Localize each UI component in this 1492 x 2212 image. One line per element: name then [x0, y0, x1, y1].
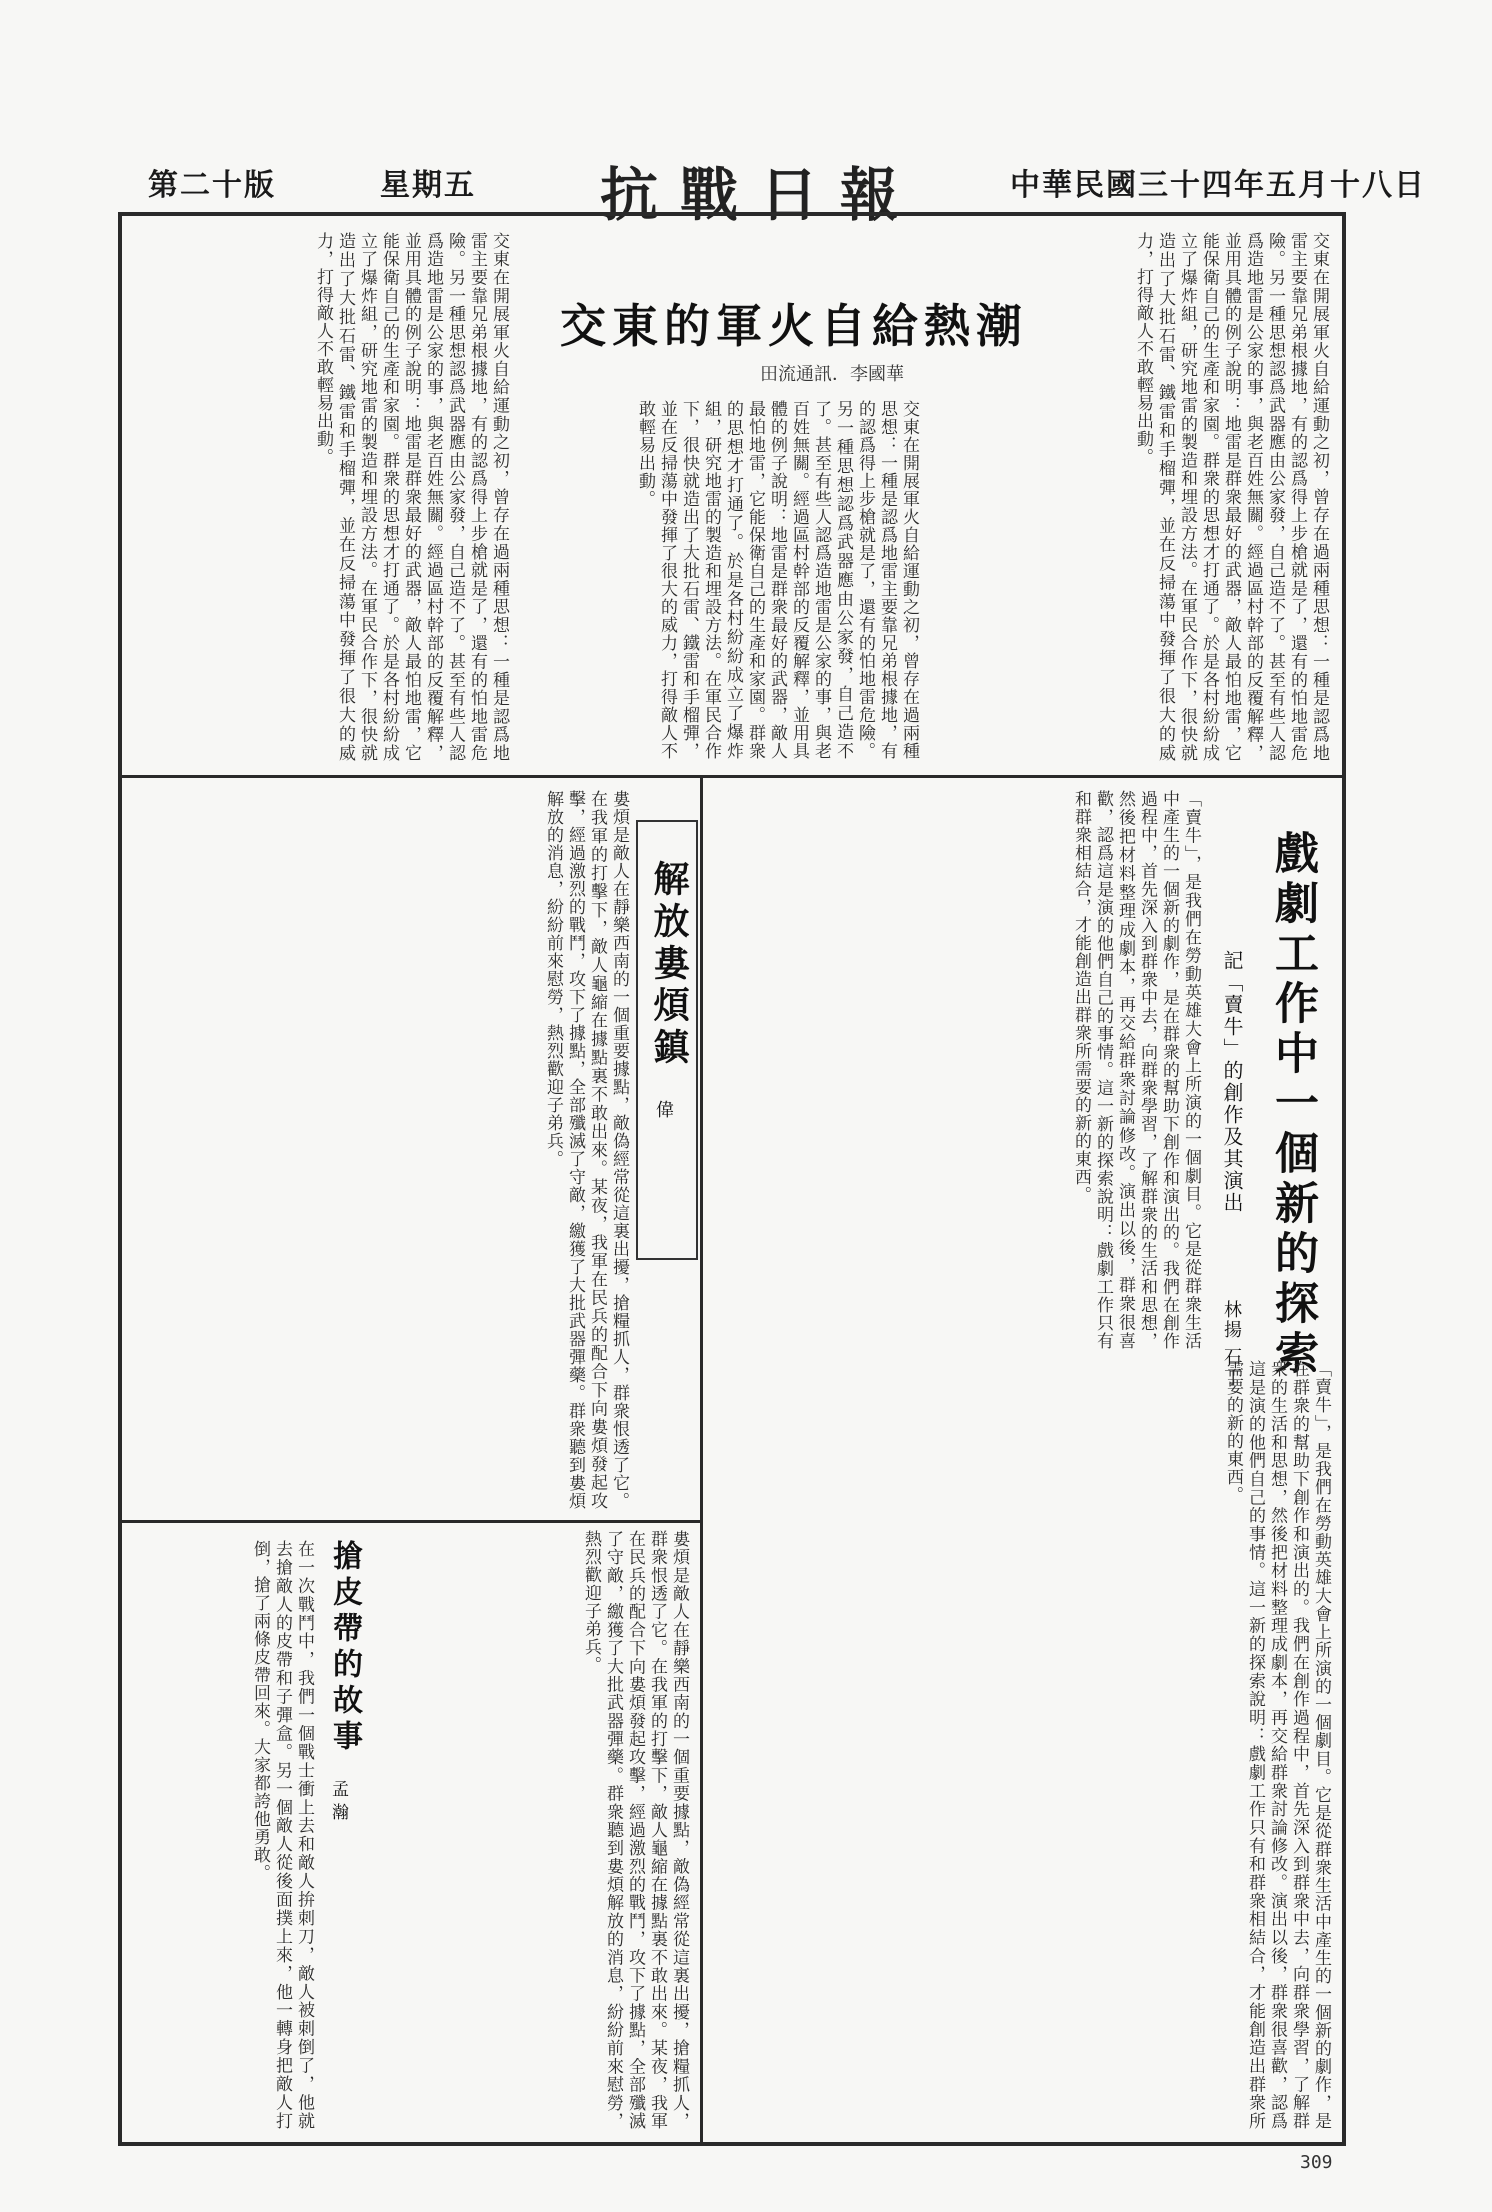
loufan-article-body-upper: 婁煩是敵人在靜樂西南的一個重要據點，敵偽經常從這裏出擾，搶糧抓人，群衆恨透了它。在我軍的打擊下，敵人龜縮在據點裏不敢出來。某夜，我軍在民兵的配合下向婁煩發起攻擊，經過激烈的戰鬥，攻下了據點，全部殲滅了守敵，繳獲了大批武器彈藥。群衆聽到婁煩解放的消息，紛紛前來慰勞，熱烈歡迎子弟兵。: [543, 790, 629, 1510]
theater-article-title: 戲劇工作中一個新的探索: [1267, 830, 1318, 1380]
top-article-body-left: 交東在開展軍火自給運動之初，曾存在過兩種思想：一種是認爲地雷主要靠兄弟根據地，有的認爲得上步槍就是了，還有的怕地雷危險。另一種思想認爲武器應由公家發，自己造不了。甚至有些人認爲造地雷是公家的事，與老百姓無關。經過區村幹部的反覆解釋，並用具體的例子說明：地雷是群衆最好的武器，敵人最怕地雷，它能保衛自己的生產和家園。群衆的思想才打通了。於是各村紛紛成立了爆炸組，研究地雷的製造和埋設方法。在軍民合作下，很快就造出了大批石雷、鐵雷和手榴彈，並在反掃蕩中發揮了很大的威力，打得敵人不敢輕易出動。: [313, 232, 509, 762]
loufan-article-author: 偉: [653, 1100, 674, 1124]
belt-story-author: 孟瀚: [328, 1780, 348, 1826]
weekday: 星期五: [380, 168, 476, 203]
date-line: 中華民國三十四年五月十八日: [1010, 168, 1426, 203]
top-article-body-right: 交東在開展軍火自給運動之初，曾存在過兩種思想：一種是認爲地雷主要靠兄弟根據地，有的認爲得上步槍就是了，還有的怕地雷危險。另一種思想認爲武器應由公家發，自己造不了。甚至有些人認爲造地雷是公家的事，與老百姓無關。經過區村幹部的反覆解釋，並用具體的例子說明：地雷是群衆最好的武器，敵人最怕地雷，它能保衛自己的生產和家園。群衆的思想才打通了。於是各村紛紛成立了爆炸組，研究地雷的製造和埋設方法。在軍民合作下，很快就造出了大批石雷、鐵雷和手榴彈，並在反掃蕩中發揮了很大的威力，打得敵人不敢輕易出動。: [1133, 232, 1329, 762]
loufan-article-body-lower: 婁煩是敵人在靜樂西南的一個重要據點，敵偽經常從這裏出擾，搶糧抓人，群衆恨透了它。在我軍的打擊下，敵人龜縮在據點裏不敢出來。某夜，我軍在民兵的配合下向婁煩發起攻擊，經過激烈的戰鬥，攻下了據點，全部殲滅了守敵，繳獲了大批武器彈藥。群衆聽到婁煩解放的消息，紛紛前來慰勞，熱烈歡迎子弟兵。: [581, 1530, 689, 2130]
page-label: 第二十版: [148, 168, 276, 203]
theater-article-subtitle: 記「賣牛」的創作及其演出: [1220, 950, 1244, 1214]
top-article-title: 交東的軍火自給熱潮: [560, 299, 1028, 353]
page-number: 309: [1300, 2152, 1333, 2173]
theater-article-author: 林揚 石丁: [1221, 1300, 1242, 1388]
top-article-byline: 田流通訊．李國華: [760, 364, 904, 385]
section-divider-bottom: [122, 1520, 702, 1523]
loufan-article-title: 解放婁煩鎮: [648, 860, 690, 1070]
belt-story-body: 在一次戰鬥中，我們一個戰士衝上去和敵人拚刺刀，敵人被刺倒了，他就去搶敵人的皮帶和子彈盒。另一個敵人從後面撲上來，他一轉身把敵人打倒，搶了兩條皮帶回來。大家都誇他勇敢。: [250, 1540, 314, 2130]
newspaper-logo: 抗戰日報: [600, 161, 921, 229]
theater-article-body-lower: 「賣牛」，是我們在勞動英雄大會上所演的一個劇目。它是從群衆生活中產生的一個新的劇作，是在群衆的幫助下創作和演出的。我們在創作過程中，首先深入到群衆中去，向群衆學習，了解群衆的生活和思想，然後把材料整理成劇本，再交給群衆討論修改。演出以後，群衆很喜歡，認爲這是演的他們自己的事情。這一新的探索說明：戲劇工作只有和群衆相結合，才能創造出群衆所需要的新的東西。: [1223, 1360, 1331, 2130]
theater-article-body-upper: 「賣牛」，是我們在勞動英雄大會上所演的一個劇目。它是從群衆生活中產生的一個新的劇作，是在群衆的幫助下創作和演出的。我們在創作過程中，首先深入到群衆中去，向群衆學習，了解群衆的生活和思想，然後把材料整理成劇本，再交給群衆討論修改。演出以後，群衆很喜歡，認爲這是演的他們自己的事情。這一新的探索說明：戲劇工作只有和群衆相結合，才能創造出群衆所需要的新的東西。: [1071, 790, 1201, 1350]
section-divider-top: [122, 775, 1342, 778]
column-divider: [700, 778, 703, 2142]
belt-story-title: 搶皮帶的故事: [327, 1540, 362, 1756]
top-article-body-lower: 交東在開展軍火自給運動之初，曾存在過兩種思想：一種是認爲地雷主要靠兄弟根據地，有的認爲得上步槍就是了，還有的怕地雷危險。另一種思想認爲武器應由公家發，自己造不了。甚至有些人認爲造地雷是公家的事，與老百姓無關。經過區村幹部的反覆解釋，並用具體的例子說明：地雷是群衆最好的武器，敵人最怕地雷，它能保衛自己的生產和家園。群衆的思想才打通了。於是各村紛紛成立了爆炸組，研究地雷的製造和埋設方法。在軍民合作下，很快就造出了大批石雷、鐵雷和手榴彈，並在反掃蕩中發揮了很大的威力，打得敵人不敢輕易出動。: [635, 400, 919, 760]
